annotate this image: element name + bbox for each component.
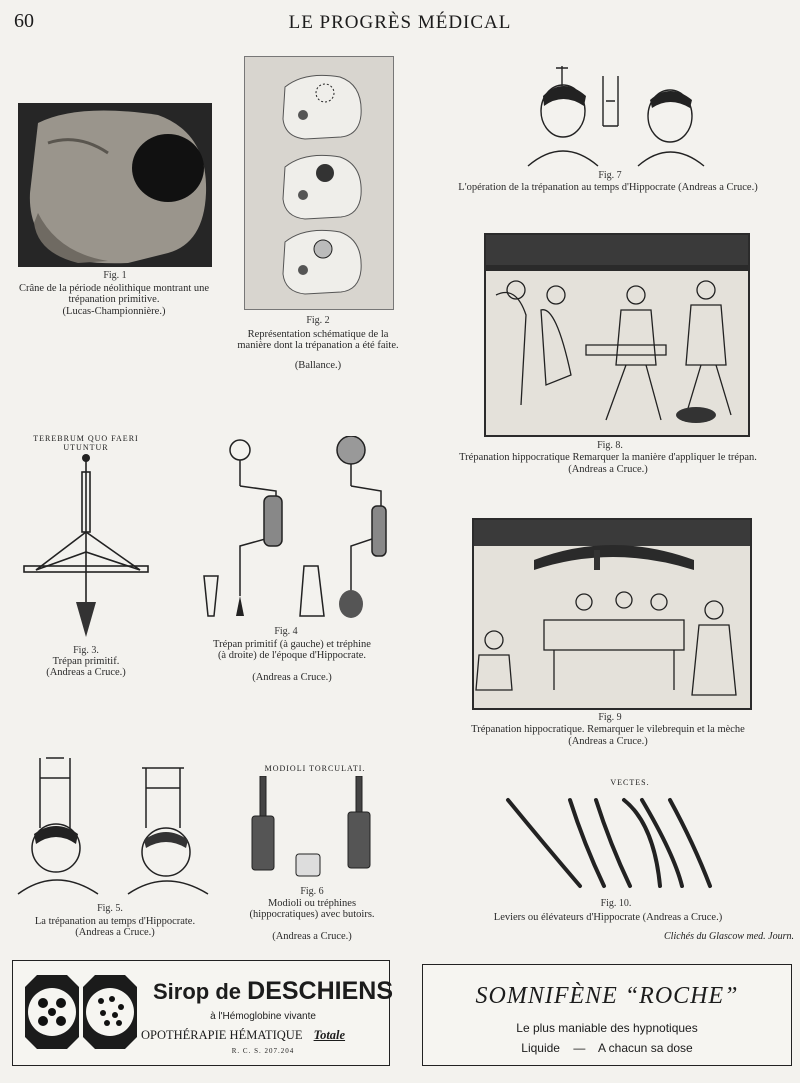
deschiens-totale: Totale [313, 1028, 346, 1042]
fig5-source: (Andreas a Cruce.) [75, 927, 155, 938]
fig8-caption: Trépanation hippocratique Remarquer la manière d'appliquer le trépan. [459, 452, 757, 463]
journal-title: LE PROGRÈS MÉDICAL [288, 12, 512, 33]
fig6-latin-title: MODIOLI TORCULATI. [264, 764, 366, 773]
fig5-engraving [16, 748, 216, 898]
fig9-engraving [472, 518, 752, 710]
fig4-caption: Trépan primitif (à gauche) et tréphine (à droite) de l'époque d'Hippocrate. [213, 639, 371, 661]
fig8-label: Fig. 8. [597, 440, 623, 451]
fig2-label: Fig. 2 [306, 315, 330, 326]
somnifene-line2 [423, 1041, 791, 1055]
fig2-caption: Représentation schématique de la manière dont la trépanation a été faite. [237, 329, 399, 351]
fig3-label: Fig. 3. [73, 645, 99, 656]
fig2-skull-schematics [244, 56, 394, 310]
fig10-levers [504, 794, 716, 890]
fig10-caption: Leviers ou élévateurs d'Hippocrate (Andreas a Cruce.) [493, 912, 723, 923]
fig4-source: (Andreas a Cruce.) [252, 672, 332, 683]
fig4-trepan-trephine [196, 436, 396, 622]
fig10-latin-title: VECTES. [610, 778, 650, 787]
fig1-skull-photo [18, 103, 212, 267]
fig2-source: (Ballance.) [294, 360, 342, 371]
fig5-label: Fig. 5. [97, 903, 123, 914]
fig10-label: Fig. 10. [600, 898, 632, 909]
fig7-label: Fig. 7 [598, 170, 622, 181]
fig8-engraving [484, 233, 750, 437]
fig4-label: Fig. 4 [274, 626, 298, 637]
fig9-label: Fig. 9 [598, 712, 622, 723]
photo-credit: Clichés du Glascow med. Journ. [664, 931, 794, 942]
deschiens-opotherapie: OPOTHÉRAPIE HÉMATIQUE [141, 1028, 303, 1042]
fig1-caption: Crâne de la période néolithique montrant une trépanation primitive. [18, 283, 210, 305]
fig1-label: Fig. 1 [103, 270, 127, 281]
fig9-source: (Andreas a Cruce.) [568, 736, 648, 747]
deschiens-subtitle: à l'Hémoglobine vivante [210, 1011, 316, 1022]
deschiens-logo [17, 973, 145, 1051]
deschiens-line [141, 1028, 387, 1043]
somnifene-line1: Le plus maniable des hypnotiques [516, 1021, 698, 1035]
advertisement-somnifene [422, 964, 792, 1066]
fig6-caption: Modioli ou tréphines (hippocratiques) avec butoirs. [249, 898, 375, 920]
deschiens-title [153, 977, 394, 1006]
somnifene-dash: — [573, 1041, 586, 1055]
fig3-source: (Andreas a Cruce.) [46, 667, 126, 678]
somnifene-liquide: Liquide [521, 1041, 560, 1055]
fig7-caption: L'opération de la trépanation au temps d'Hippocrate (Andreas a Cruce.) [458, 182, 758, 193]
fig7-engraving [518, 56, 714, 168]
fig3-caption: Trépan primitif. [52, 656, 120, 667]
fig6-source: (Andreas a Cruce.) [272, 931, 352, 942]
somnifene-brand: SOMNIFÈNE “ROCHE” [475, 983, 739, 1009]
fig3-latin-title: TEREBRUM QUO FAERI UTUNTUR [33, 434, 139, 452]
page-number: 60 [14, 10, 34, 32]
fig6-modioli [246, 776, 378, 884]
deschiens-brand: DESCHIENS [247, 977, 394, 1005]
deschiens-rcs: R. C. S. 207.204 [231, 1047, 295, 1055]
fig5-caption: La trépanation au temps d'Hippocrate. [34, 916, 196, 927]
fig9-caption: Trépanation hippocratique. Remarquer le vilebrequin et la mèche [471, 724, 745, 735]
fig8-source: (Andreas a Cruce.) [568, 464, 648, 475]
somnifene-dose: A chacun sa dose [597, 1041, 693, 1055]
fig3-primitive-trepan [22, 452, 150, 644]
deschiens-title-prefix: Sirop de [153, 979, 242, 1004]
fig1-source: (Lucas-Championnière.) [62, 306, 166, 317]
advertisement-deschiens [12, 960, 394, 1066]
fig6-label: Fig. 6 [300, 886, 324, 897]
